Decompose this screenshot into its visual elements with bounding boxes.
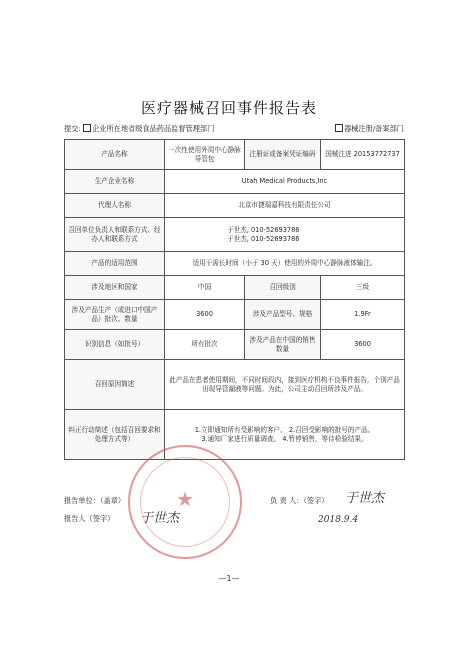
region-value: 中国	[165, 276, 245, 300]
table-row	[65, 330, 405, 360]
manufacturer-value: Utah Medical Products,Inc	[165, 170, 405, 194]
page-title: 医疗器械召回事件报告表	[140, 99, 317, 117]
product-name-label: 产品名称	[65, 140, 165, 170]
table-row	[65, 140, 405, 170]
table-row	[65, 252, 405, 276]
product-name-value: 一次性使用外周中心静脉导管包	[165, 140, 245, 170]
quantity-label: 涉及产品生产（或进口中国产品）批次、数量	[65, 300, 165, 330]
batch-label: 识别信息（如批号）	[65, 330, 165, 360]
sales-label: 涉及产品在中国的销售数量	[245, 330, 321, 360]
table-row	[65, 360, 405, 410]
reporter-label: 报告人（签字）	[64, 514, 115, 523]
agent-label: 代理人名称	[65, 194, 165, 218]
checkbox-provincial[interactable]	[83, 124, 91, 132]
quantity-value: 3600	[165, 300, 245, 330]
table-row	[65, 300, 405, 330]
contact-value	[165, 218, 405, 252]
reason-value: 此产品在患者使用期间，不同时间段内，接到医疗机构不良事件报告，个别产品出现导管漏液等问题。为此，公司主动召回所涉及产品。	[165, 360, 405, 410]
scope-value: 适用于需长时间（小于 30 天）使用的外周中心静脉液体输注。	[165, 252, 405, 276]
contact-value-1: 于世杰, 010-52693786	[227, 225, 300, 234]
agent-value: 北京市捷瑞嘉科技有限责任公司	[165, 194, 405, 218]
table-row	[65, 276, 405, 300]
manufacturer-label: 生产企业名称	[65, 170, 165, 194]
reason-label: 召回原因简述	[65, 360, 165, 410]
submit-label: 提交:	[64, 124, 81, 133]
reporter-unit-label: 报告单位：（盖章）	[64, 496, 126, 505]
reporter-signature: 于世杰	[140, 511, 180, 526]
table-row	[65, 194, 405, 218]
submit-option-provincial: 企业所在地省级食品药品监督管理部门	[92, 124, 215, 133]
responsible-signature: 于世杰	[345, 491, 385, 506]
reg-cert-label: 注册证或备案凭证编码	[245, 140, 321, 170]
action-label: 纠正行动简述（包括召回要求和处理方式等）	[65, 410, 165, 460]
action-value-2: 3.通知厂家进行质量调查。 4.暂停销售，等待检验结果。	[201, 434, 368, 443]
seal-star-icon: ★	[176, 487, 194, 511]
recall-report-table	[64, 139, 405, 460]
responsible-label: 负 责 人：（签字）	[270, 496, 329, 505]
contact-value-2: 于世杰, 010-52693786	[227, 234, 300, 243]
table-row	[65, 410, 405, 460]
table-row	[65, 170, 405, 194]
level-value: 三级	[321, 276, 405, 300]
submit-line	[64, 124, 404, 134]
batch-value: 所有批次	[165, 330, 245, 360]
sales-value: 3600	[321, 330, 405, 360]
reg-cert-value: 国械注进 20153772737	[321, 140, 405, 170]
checkbox-registration[interactable]	[335, 124, 343, 132]
table-row	[65, 218, 405, 252]
report-date: 2018.9.4	[318, 515, 359, 525]
model-value: 1.9Fr	[321, 300, 405, 330]
page-number: —1—	[218, 574, 240, 583]
official-seal	[128, 445, 242, 559]
scope-label: 产品的适用范围	[65, 252, 165, 276]
action-value-1: 1.立即通知所有受影响的客户。 2.召回受影响的批号的产品。	[194, 425, 375, 434]
contact-label: 召回单位负责人和联系方式、经办人和联系方式	[65, 218, 165, 252]
model-label: 涉及产品型号、规格	[245, 300, 321, 330]
region-label: 涉及地区和国家	[65, 276, 165, 300]
level-label: 召回级别	[245, 276, 321, 300]
submit-option-registration: 器械注册/备案部门	[344, 124, 404, 133]
